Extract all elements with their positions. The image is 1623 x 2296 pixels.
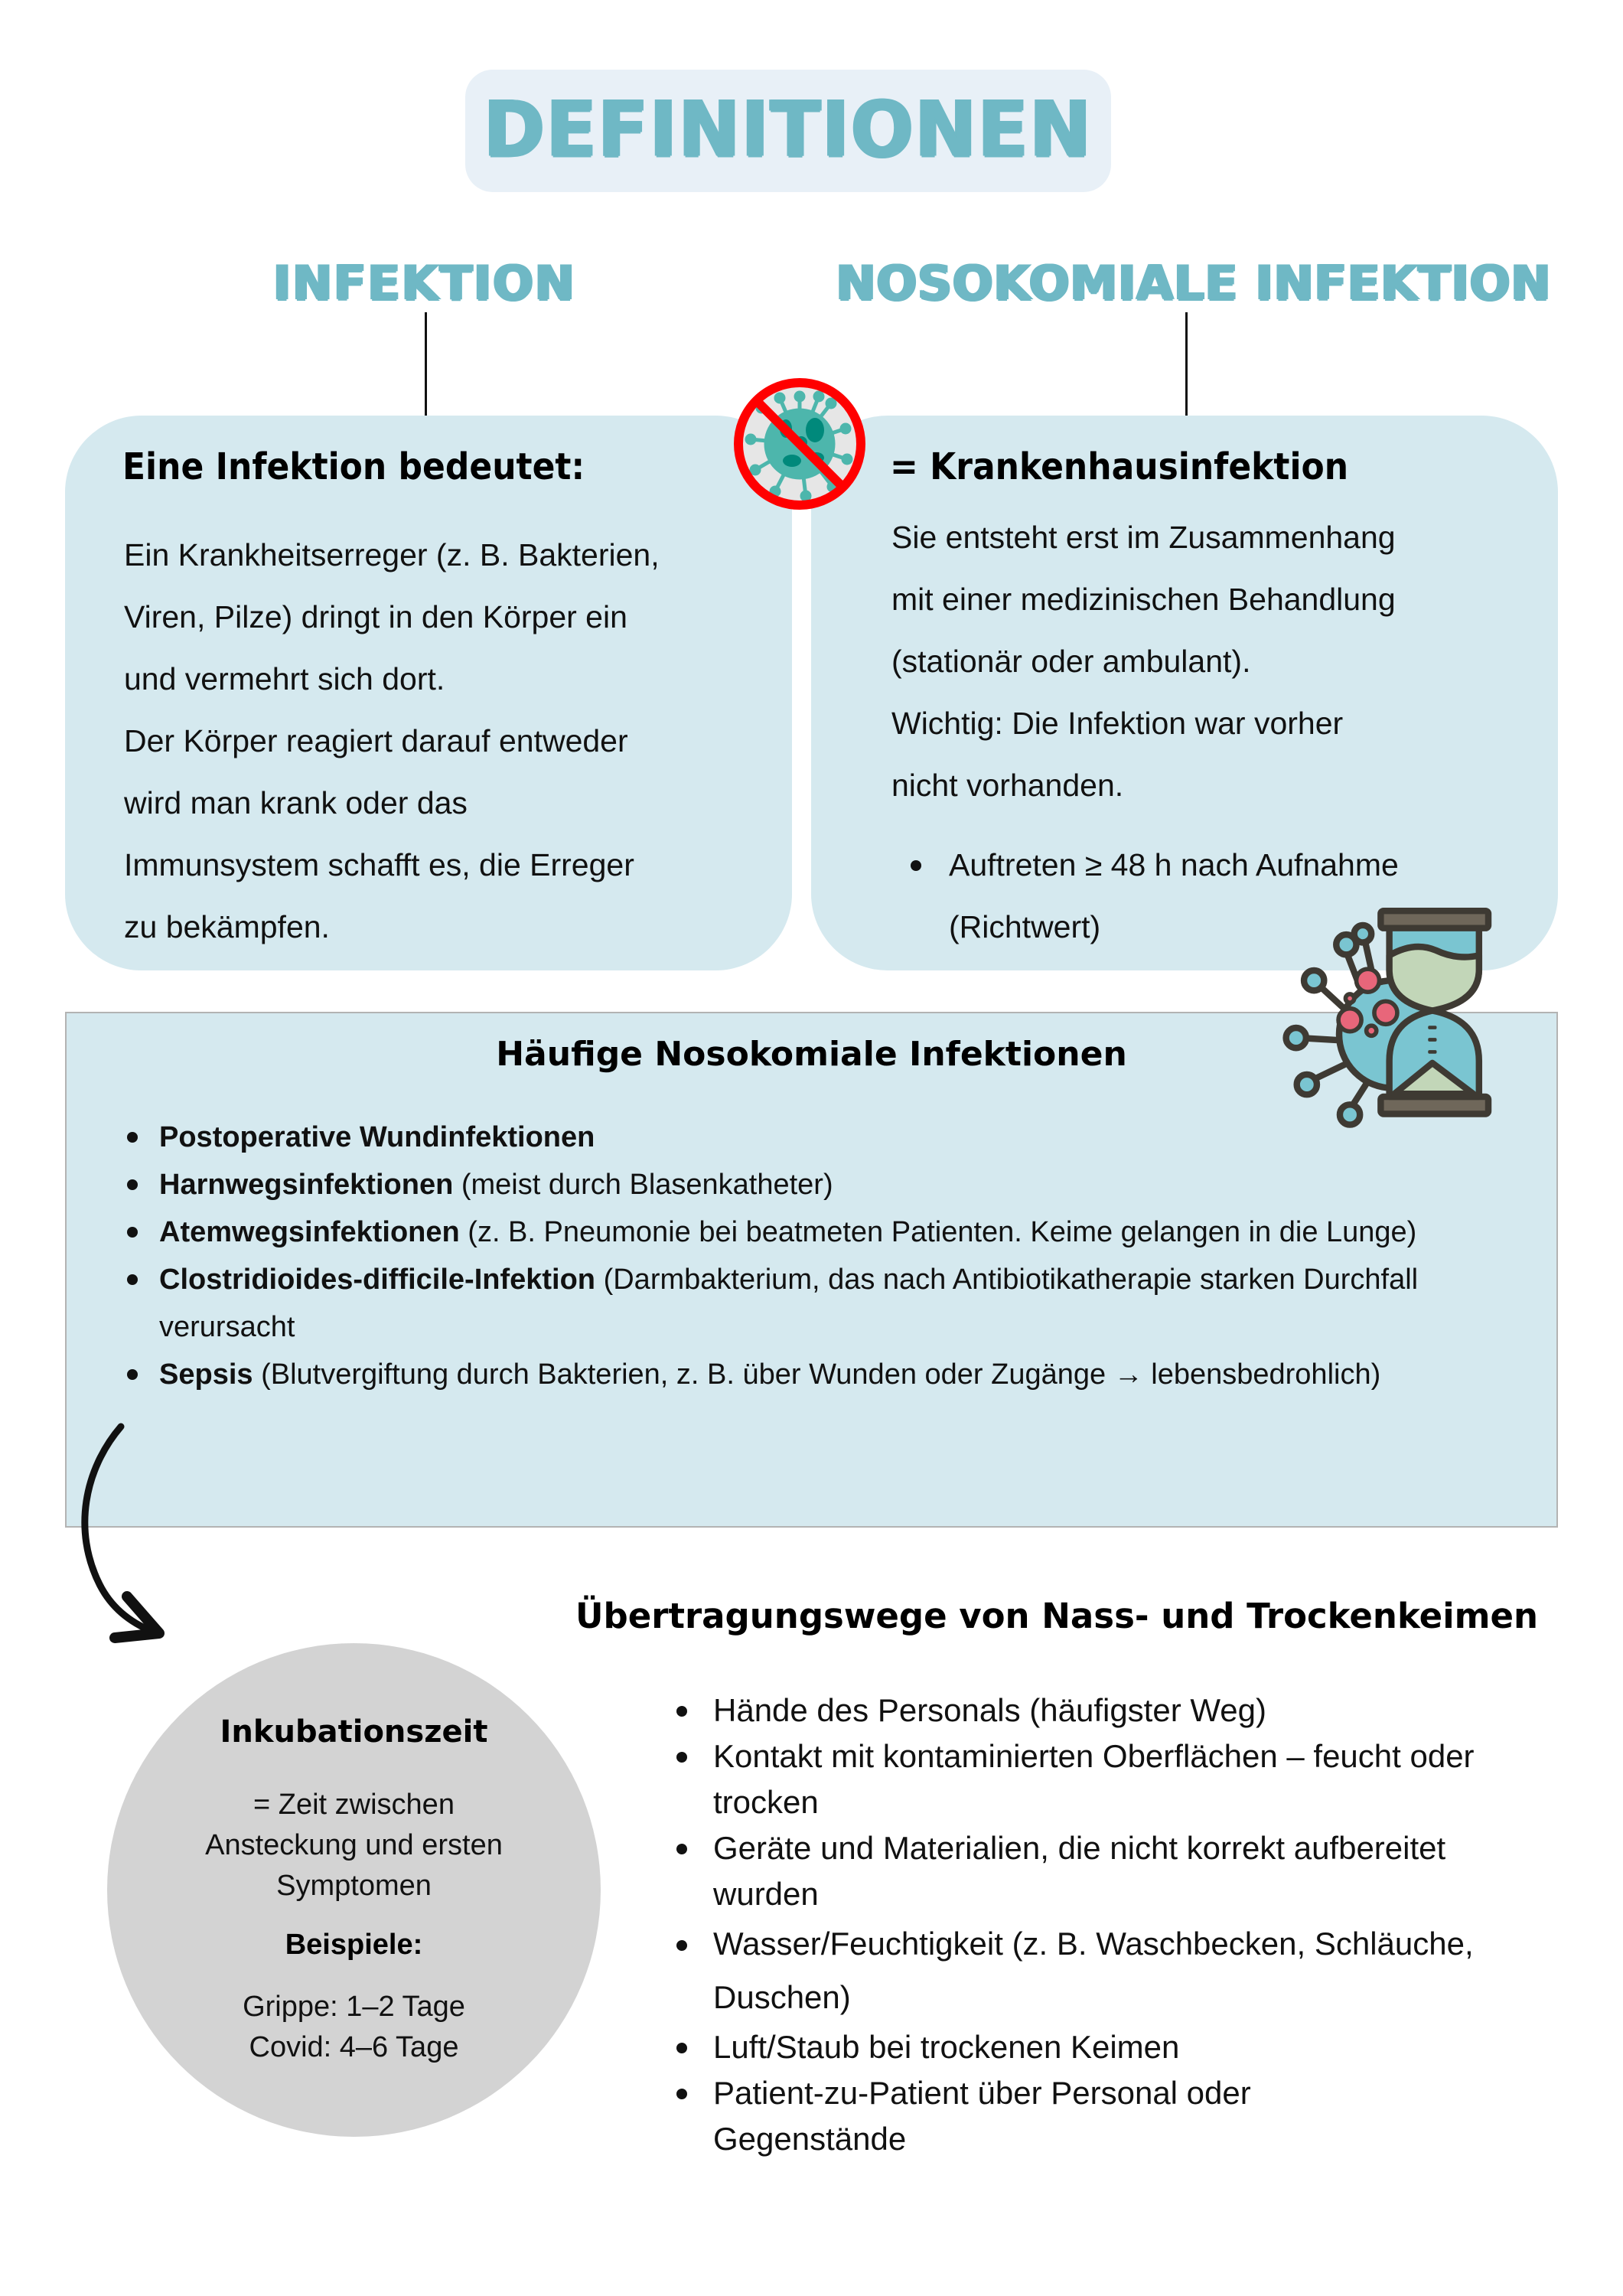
text-line: Ansteckung und ersten <box>205 1829 503 1861</box>
bullet-icon <box>676 1940 687 1951</box>
bullet-icon <box>911 860 921 871</box>
connector-line-right <box>1185 312 1188 417</box>
bullet-icon <box>676 1844 687 1854</box>
item-text: Geräte und Materialien, die nicht korrekt aufbereitet wurden <box>713 1830 1446 1912</box>
item-desc: (Blutvergiftung durch Bakterien, z. B. über Wunden oder Zugänge → lebensbedrohlich) <box>253 1358 1381 1391</box>
page-title: DEFINITIONEN <box>484 84 1093 174</box>
virus-hourglass-icon <box>1278 902 1515 1131</box>
list-item <box>673 1733 1478 1825</box>
text-line: Der Körper reagiert darauf entweder <box>124 723 628 758</box>
bullet-icon <box>676 2043 687 2053</box>
bullet-icon <box>676 1752 687 1763</box>
item-text: Luft/Staub bei trockenen Keimen <box>713 2029 1180 2065</box>
item-term: Atemwegsinfektionen <box>159 1216 460 1248</box>
text-line: nicht vorhanden. <box>891 768 1124 803</box>
list-item <box>673 1917 1478 2024</box>
text-line: Wichtig: Die Infektion war vorher <box>891 706 1344 741</box>
text-line: wird man krank oder das <box>124 785 468 820</box>
transmission-heading: Übertragungswege von Nass- und Trockenkeimen <box>575 1596 1539 1636</box>
text-line: zu bekämpfen. <box>124 909 330 944</box>
item-term: Postoperative Wundinfektionen <box>159 1121 595 1153</box>
item-desc: (meist durch Blasenkatheter) <box>453 1169 833 1201</box>
bullet-icon <box>127 1179 138 1190</box>
text-line: Symptomen <box>276 1870 432 1902</box>
common-infections-heading: Häufige Nosokomiale Infektionen <box>496 1035 1127 1074</box>
item-term: Clostridioides-difficile-Infektion <box>159 1264 596 1296</box>
list-item <box>673 2070 1402 2162</box>
text-line: Ein Krankheitserreger (z. B. Bakterien, <box>124 537 660 572</box>
bullet-icon <box>127 1132 138 1143</box>
example-item: Grippe: 1–2 Tage <box>243 1991 465 2023</box>
curved-arrow-icon <box>69 1416 191 1645</box>
bullet-icon <box>676 2089 687 2099</box>
nosocomial-card-heading: = Krankenhausinfektion <box>890 445 1349 489</box>
item-text: Hände des Personals (häufigster Weg) <box>713 1692 1266 1728</box>
text-line: und vermehrt sich dort. <box>124 661 445 696</box>
item-desc: (z. B. Pneumonie bei beatmeten Patienten. Keime gelangen in die Lunge) <box>459 1216 1417 1248</box>
text-line: mit einer medizinischen Behandlung <box>891 582 1396 617</box>
list-item <box>122 1351 1523 1398</box>
incubation-title: Inkubationszeit <box>220 1714 488 1750</box>
item-text: Kontakt mit kontaminierten Oberflächen – feucht oder trocken <box>713 1738 1475 1820</box>
text-line: Sie entsteht erst im Zusammenhang <box>891 520 1396 555</box>
list-item <box>122 1208 1523 1256</box>
incubation-definition <box>107 1785 601 1906</box>
infection-card-text <box>124 524 782 958</box>
text-line: (stationär oder ambulant). <box>891 644 1251 679</box>
infection-heading: INFEKTION <box>273 255 576 311</box>
bullet-line: (Richtwert) <box>949 909 1101 944</box>
text-line: Immunsystem schafft es, die Erreger <box>124 847 634 882</box>
item-text: Wasser/Feuchtigkeit (z. B. Waschbecken, Schläuche, Duschen) <box>713 1926 1474 2015</box>
list-item <box>673 2024 1515 2070</box>
item-term: Harnwegsinfektionen <box>159 1169 454 1201</box>
infection-card-heading: Eine Infektion bedeutet: <box>122 445 585 489</box>
list-item <box>673 1825 1478 1917</box>
bullet-line: Auftreten ≥ 48 h nach Aufnahme <box>949 847 1399 882</box>
transmission-list <box>673 1688 1515 2162</box>
connector-line-left <box>425 312 427 417</box>
common-infections-list <box>122 1114 1523 1398</box>
example-item: Covid: 4–6 Tage <box>249 2031 459 2063</box>
no-virus-icon <box>731 375 869 513</box>
item-desc: (Darmbakterium, das nach Antibiotikatherapie starken Durchfall verursacht <box>159 1264 1419 1343</box>
bullet-icon <box>127 1227 138 1238</box>
examples-label: Beispiele: <box>285 1929 423 1961</box>
list-item <box>673 1688 1515 1733</box>
bullet-icon <box>127 1369 138 1380</box>
text-line: Viren, Pilze) dringt in den Körper ein <box>124 599 627 634</box>
bullet-icon <box>127 1274 138 1285</box>
nosocomial-card-text <box>891 507 1550 817</box>
incubation-examples <box>107 1987 601 2068</box>
bullet-icon <box>676 1706 687 1717</box>
list-item <box>122 1256 1523 1351</box>
item-term: Sepsis <box>159 1358 253 1391</box>
list-item <box>122 1161 1523 1208</box>
nosocomial-heading: NOSOKOMIALE INFEKTION <box>836 255 1552 311</box>
text-line: = Zeit zwischen <box>253 1789 455 1821</box>
item-text: Patient-zu-Patient über Personal oder Gegenstände <box>713 2075 1251 2157</box>
